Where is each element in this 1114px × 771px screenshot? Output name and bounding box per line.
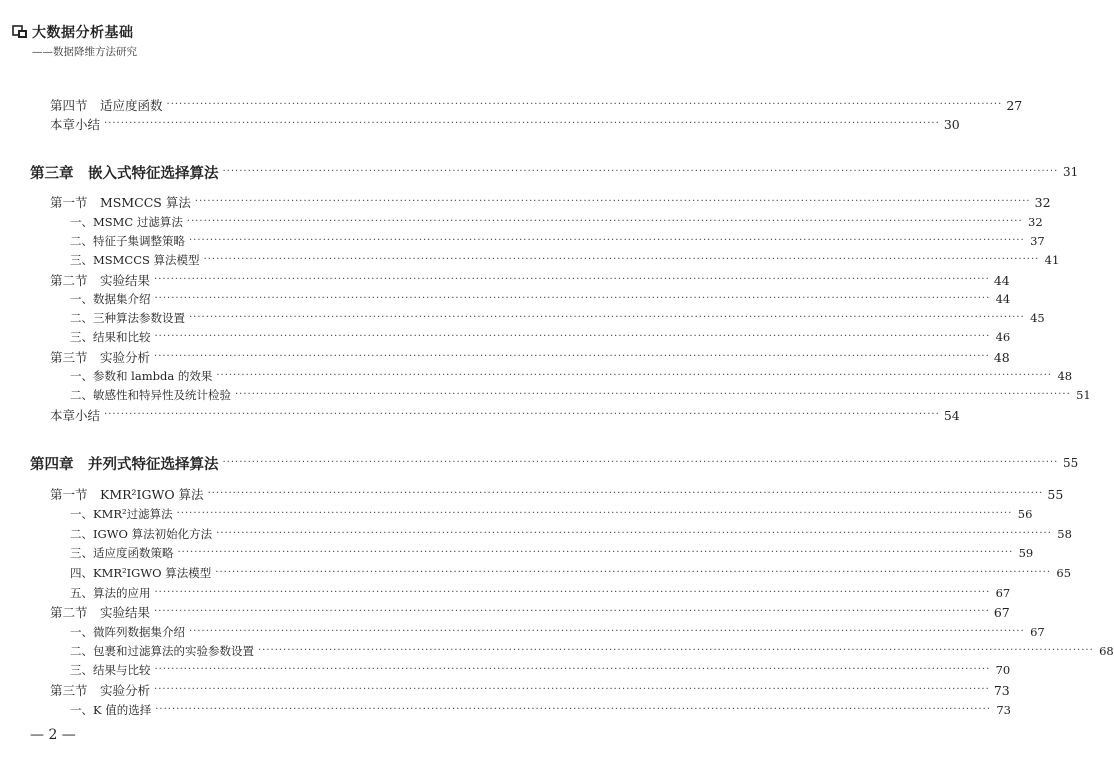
toc-entry-page-number: 32: [1028, 215, 1043, 229]
dot-leader: ········································································································································································································: [154, 606, 990, 617]
toc-entry-title: 二、敏感性和特异性及统计检验: [70, 388, 231, 402]
toc-section-entry: [50, 603, 1010, 621]
toc-entry-title: 三、结果与比较: [70, 663, 151, 677]
dot-leader: ········································································································································································································: [154, 274, 990, 285]
toc-entry-title: 二、包裹和过滤算法的实验参数设置: [70, 644, 254, 658]
toc-entry-page-number: 73: [996, 703, 1011, 717]
toc-entry-page-number: 30: [943, 116, 960, 132]
toc-chapter-entry: [30, 163, 1079, 182]
toc-entry-title: 第一节 KMR²IGWO 算法: [50, 487, 204, 502]
toc-entry-page-number: 65: [1056, 566, 1072, 580]
toc-subsection-entry: [70, 584, 1011, 602]
toc-entry-page-number: 73: [993, 682, 1010, 698]
toc-entry-title: 一、K 值的选择: [70, 703, 152, 717]
dot-leader: ········································································································································································································: [189, 626, 1025, 637]
toc-entry-title: 第四章 并列式特征选择算法: [30, 456, 219, 473]
dot-leader: ········································································································································································································: [155, 704, 991, 715]
book-logo-icon: [12, 25, 28, 39]
toc-subsection-entry: [70, 290, 1011, 308]
toc-entry-title: 一、参数和 lambda 的效果: [70, 369, 213, 383]
toc-subsection-entry: [70, 213, 1043, 231]
toc-section-entry: [50, 96, 1023, 114]
dot-leader: ········································································································································································································: [186, 216, 1023, 227]
toc-entry-title: 第三节 实验分析: [50, 350, 151, 365]
toc-entry-page-number: 68: [1099, 644, 1114, 658]
toc-entry-page-number: 67: [1030, 625, 1045, 639]
dot-leader: ········································································································································································································: [207, 488, 1044, 499]
toc-entry-title: 一、MSMC 过滤算法: [70, 215, 183, 229]
toc-entry-title: 五、算法的应用: [70, 586, 151, 600]
dot-leader: ········································································································································································································: [216, 370, 1053, 381]
toc-entry-page-number: 55: [1062, 456, 1079, 470]
dot-leader: ········································································································································································································: [176, 508, 1013, 519]
toc-entry-page-number: 48: [993, 349, 1010, 365]
dot-leader: ········································································································································································································: [154, 587, 991, 598]
dot-leader: ········································································································································································································: [166, 99, 1003, 110]
toc-entry-title: 第四节 适应度函数: [50, 98, 163, 113]
toc-entry-page-number: 45: [1030, 311, 1045, 325]
toc-entry-page-number: 27: [1006, 97, 1023, 113]
toc-section-entry: [50, 348, 1010, 366]
toc-entry-title: 一、KMR²过滤算法: [70, 507, 173, 521]
toc-entry-page-number: 54: [943, 407, 960, 423]
toc-chapter-entry: [30, 454, 1079, 473]
toc-entry-page-number: 55: [1047, 486, 1064, 502]
toc-entry-title: 四、KMR²IGWO 算法模型: [70, 566, 212, 580]
toc-section-entry: [50, 115, 960, 133]
dot-leader: ········································································································································································································: [154, 664, 991, 675]
dot-leader: ········································································································································································································: [258, 645, 1094, 656]
dot-leader: ········································································································································································································: [104, 409, 940, 420]
toc-subsection-entry: [70, 623, 1045, 641]
toc-entry-title: 三、结果和比较: [70, 330, 151, 344]
dot-leader: ········································································································································································································: [154, 331, 991, 342]
toc-section-entry: [50, 271, 1010, 289]
toc-entry-page-number: 67: [995, 586, 1011, 600]
toc-entry-page-number: 32: [1034, 194, 1051, 210]
toc-entry-title: 本章小结: [50, 408, 101, 423]
toc-section-entry: [50, 681, 1010, 699]
dot-leader: ········································································································································································································: [203, 254, 1040, 265]
toc-entry-page-number: 70: [995, 663, 1011, 677]
toc-subsection-entry: [70, 505, 1033, 523]
toc-subsection-entry: [70, 661, 1011, 679]
dot-leader: ········································································································································································································: [215, 567, 1052, 578]
dot-leader: ········································································································································································································: [194, 196, 1031, 207]
toc-entry-title: 本章小结: [50, 117, 101, 132]
book-subtitle: ——数据降维方法研究: [32, 46, 137, 58]
toc-entry-page-number: 56: [1017, 507, 1033, 521]
toc-entry-title: 第三节 实验分析: [50, 683, 151, 698]
toc-entry-page-number: 37: [1030, 234, 1045, 248]
toc-entry-page-number: 44: [995, 292, 1011, 306]
toc-entry-page-number: 31: [1062, 165, 1079, 179]
page-number: — 2 —: [30, 727, 76, 743]
toc-entry-page-number: 41: [1044, 253, 1060, 267]
toc-entry-title: 二、IGWO 算法初始化方法: [70, 527, 213, 541]
toc-subsection-entry: [70, 232, 1045, 250]
toc-section-entry: [50, 193, 1051, 211]
dot-leader: ········································································································································································································: [222, 457, 1059, 468]
toc-entry-page-number: 59: [1018, 546, 1034, 560]
dot-leader: ········································································································································································································: [104, 118, 940, 129]
toc-section-entry: [50, 485, 1064, 503]
toc-subsection-entry: [70, 309, 1045, 327]
toc-section-entry: [50, 406, 960, 424]
toc-entry-title: 二、特征子集调整策略: [70, 234, 185, 248]
toc-subsection-entry: [70, 701, 1011, 719]
toc-subsection-entry: [70, 642, 1114, 660]
toc-entry-page-number: 48: [1057, 369, 1073, 383]
toc-entry-title: 第一节 MSMCCS 算法: [50, 195, 191, 210]
toc-entry-title: 一、微阵列数据集介绍: [70, 625, 185, 639]
toc-entry-page-number: 67: [993, 604, 1010, 620]
toc-subsection-entry: [70, 525, 1072, 543]
toc-subsection-entry: [70, 564, 1072, 582]
dot-leader: ········································································································································································································: [189, 312, 1025, 323]
toc-subsection-entry: [70, 367, 1073, 385]
dot-leader: ········································································································································································································: [216, 528, 1052, 539]
toc-subsection-entry: [70, 544, 1034, 562]
toc-entry-title: 第二节 实验结果: [50, 273, 151, 288]
toc-entry-title: 三、MSMCCS 算法模型: [70, 253, 200, 267]
toc-entry-title: 一、数据集介绍: [70, 292, 151, 306]
toc-entry-page-number: 51: [1076, 388, 1091, 402]
toc-entry-page-number: 44: [993, 272, 1010, 288]
toc-entry-title: 二、三种算法参数设置: [70, 311, 185, 325]
toc-entry-page-number: 46: [995, 330, 1011, 344]
dot-leader: ········································································································································································································: [154, 293, 991, 304]
dot-leader: ········································································································································································································: [222, 166, 1059, 177]
toc-subsection-entry: [70, 251, 1060, 269]
toc-entry-title: 第二节 实验结果: [50, 605, 151, 620]
dot-leader: ········································································································································································································: [177, 547, 1014, 558]
dot-leader: ········································································································································································································: [154, 684, 990, 695]
book-title: 大数据分析基础: [32, 25, 134, 41]
dot-leader: ········································································································································································································: [189, 235, 1025, 246]
toc-entry-page-number: 58: [1057, 527, 1072, 541]
toc-subsection-entry: [70, 386, 1091, 404]
toc-subsection-entry: [70, 328, 1011, 346]
toc-entry-title: 第三章 嵌入式特征选择算法: [30, 165, 219, 182]
dot-leader: ········································································································································································································: [235, 389, 1071, 400]
dot-leader: ········································································································································································································: [154, 351, 990, 362]
toc-entry-title: 三、适应度函数策略: [70, 546, 174, 560]
